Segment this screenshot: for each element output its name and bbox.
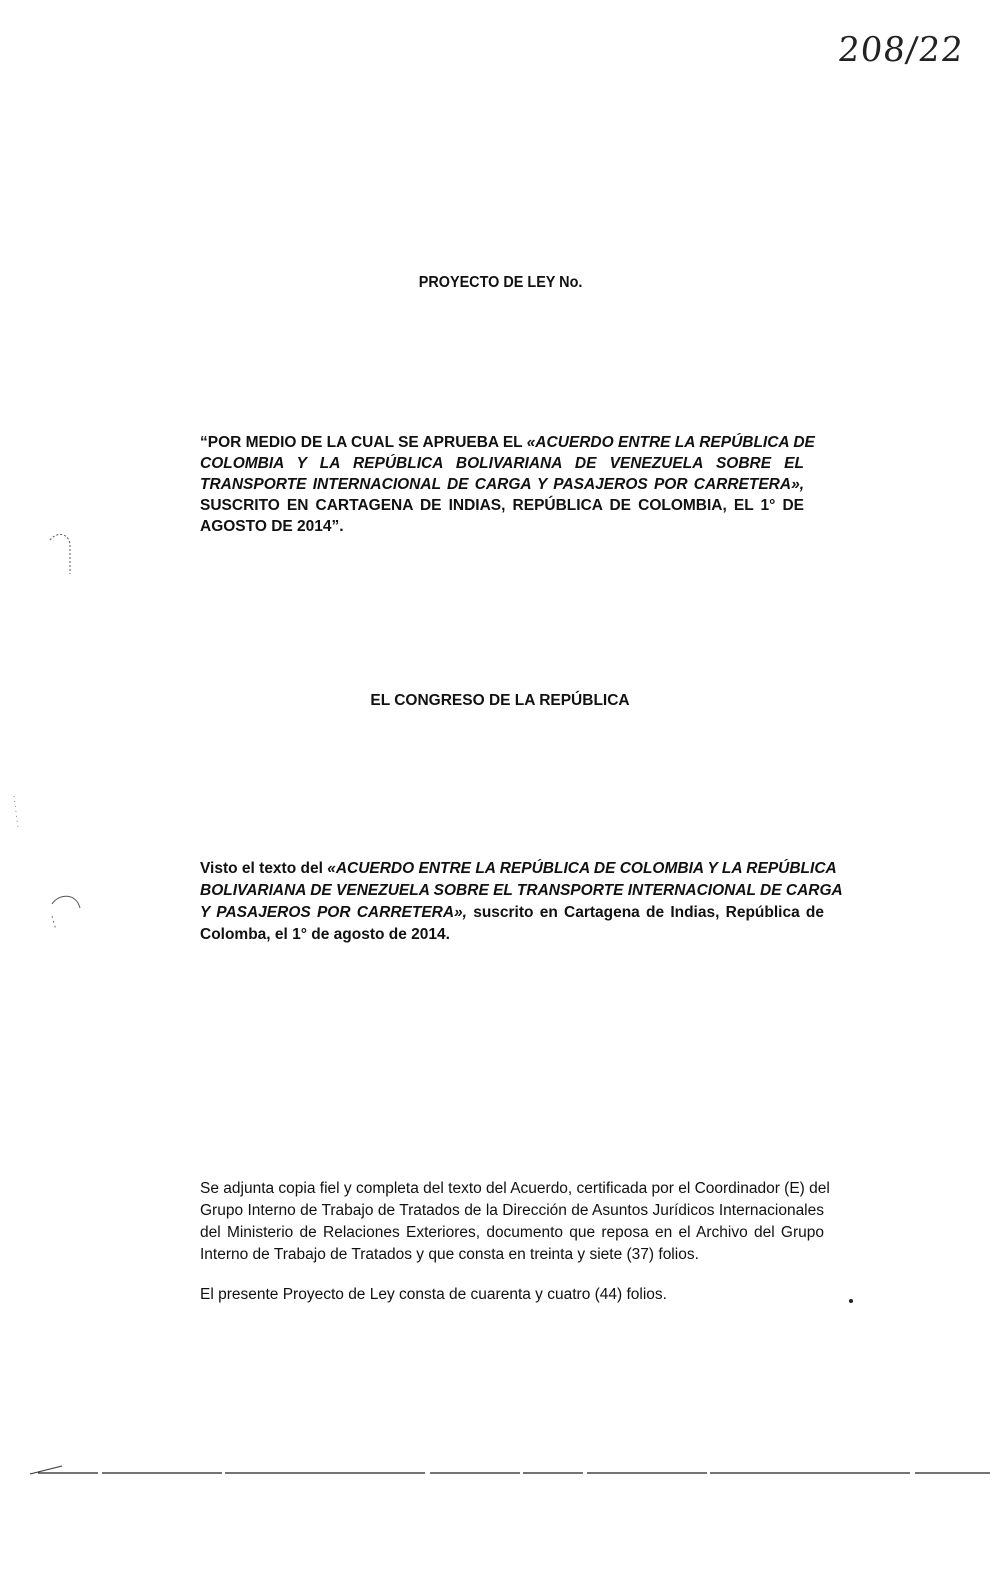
annex-paragraph <box>200 1178 830 1266</box>
punch-hole-mark <box>46 528 76 578</box>
punch-hole-mark <box>46 890 86 940</box>
annex-line-2: Grupo Interno de Trabajo de Tratados de la Dirección de Asuntos Jurídicos Internacionales <box>200 1202 824 1219</box>
project-label: PROYECTO DE LEY No. <box>418 274 583 291</box>
congress-heading: EL CONGRESO DE LA REPÚBLICA <box>370 692 630 709</box>
title-line-1: “POR MEDIO DE LA CUAL SE APRUEBA EL «ACUERDO ENTRE LA REPÚBLICA DE <box>200 434 815 451</box>
visto-line-4: Colomba, el 1° de agosto de 2014. <box>200 926 450 943</box>
title-line-4: SUSCRITO EN CARTAGENA DE INDIAS, REPÚBLICA DE COLOMBIA, EL 1° DE <box>200 497 804 514</box>
title-line-3: TRANSPORTE INTERNACIONAL DE CARGA Y PASAJEROS POR CARRETERA», <box>200 476 804 493</box>
scan-dot <box>846 1296 856 1306</box>
title-line-2: COLOMBIA Y LA REPÚBLICA BOLIVARIANA DE VENEZUELA SOBRE EL <box>200 455 804 472</box>
annex-line-3: del Ministerio de Relaciones Exteriores, documento que reposa en el Archivo del Grupo <box>200 1224 824 1241</box>
annex-line-1: Se adjunta copia fiel y completa del texto del Acuerdo, certificada por el Coordinador (E) del <box>200 1180 830 1197</box>
title-line-5: AGOSTO DE 2014”. <box>200 518 344 535</box>
annex-line-4: Interno de Trabajo de Tratados y que consta en treinta y siete (37) folios. <box>200 1246 699 1263</box>
visto-paragraph <box>200 858 843 946</box>
scan-speck <box>8 792 28 832</box>
visto-line-2: BOLIVARIANA DE VENEZUELA SOBRE EL TRANSPORTE INTERNACIONAL DE CARGA <box>200 882 843 899</box>
folios-note: El presente Proyecto de Ley consta de cuarenta y cuatro (44) folios. <box>200 1286 667 1303</box>
bill-title <box>200 432 815 537</box>
visto-line-3: Y PASAJEROS POR CARRETERA», suscrito en Cartagena de Indias, República de <box>200 904 824 921</box>
visto-line-1: Visto el texto del «ACUERDO ENTRE LA REPÚBLICA DE COLOMBIA Y LA REPÚBLICA <box>200 860 837 877</box>
handwritten-file-number: 208/22 <box>835 30 966 70</box>
bottom-rule-line <box>0 1440 1000 1480</box>
